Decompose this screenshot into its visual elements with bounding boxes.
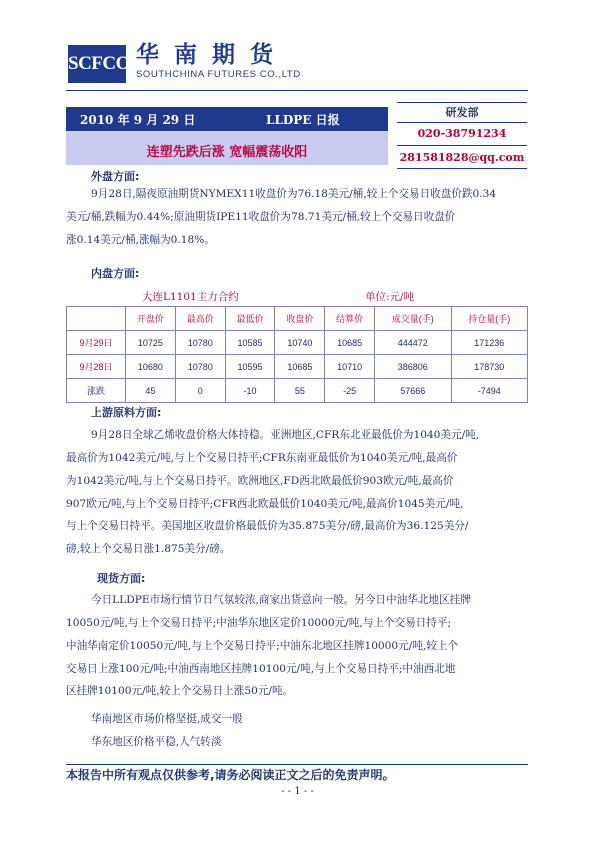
disclaimer: 本报告中所有观点仅供参考,请务必阅读正文之后的免责声明。 bbox=[66, 768, 395, 782]
table-header-cell: 成交量(手) bbox=[375, 307, 451, 331]
table-cell: 444472 bbox=[375, 331, 451, 355]
table-cell: 55 bbox=[275, 379, 325, 403]
futures-quote-table bbox=[66, 306, 528, 403]
spot-paragraph-cont bbox=[66, 612, 526, 703]
section-title-spot: 现货方面: bbox=[97, 572, 146, 585]
section-title-domestic: 内盘方面: bbox=[91, 267, 140, 280]
paragraph-line: 最高价为1042美元/吨,与上个交易日持平;CFR东南亚最低价为1040美元/吨,最高价 bbox=[66, 452, 458, 464]
paragraph-line: 为1042美元/吨,与上个交易日持平。欧洲地区,FD西北欧最低价903欧元/吨,最高价 bbox=[66, 474, 454, 487]
table-cell: 10780 bbox=[175, 331, 225, 355]
table-cell: -10 bbox=[225, 379, 275, 403]
contact-divider bbox=[397, 102, 527, 103]
table-header-cell: 持仓量(手) bbox=[451, 307, 527, 331]
table-caption: 大连L1101主力合约 bbox=[142, 291, 239, 303]
table-header-cell: 最低价 bbox=[225, 307, 275, 331]
table-cell: 10780 bbox=[175, 355, 225, 379]
footer-divider bbox=[66, 764, 528, 765]
table-cell: 0 bbox=[175, 379, 225, 403]
table-cell: 10710 bbox=[325, 355, 375, 379]
table-unit: 单位:元/吨 bbox=[365, 291, 415, 303]
table-cell: 45 bbox=[126, 379, 176, 403]
row-label: 9月29日 bbox=[67, 331, 126, 355]
table-cell: 10740 bbox=[275, 331, 325, 355]
table-cell: 10685 bbox=[275, 355, 325, 379]
contact-divider bbox=[397, 145, 527, 146]
contact-phone: 020-38791234 bbox=[417, 127, 507, 140]
paragraph-line: 交易日上涨100元/吨;中油西南地区挂牌10100元/吨,与上个交易日持平;中油西北地 bbox=[66, 662, 456, 675]
paragraph-line: 10050元/吨,与上个交易日持平;中油华东地区定价10000元/吨,与上个交易日持平; bbox=[66, 617, 452, 629]
row-label: 9月28日 bbox=[67, 355, 126, 379]
table-cell: -7494 bbox=[451, 379, 527, 403]
company-logo: SCFCO bbox=[68, 45, 126, 83]
table-cell: 10680 bbox=[126, 355, 176, 379]
section-title-upstream: 上游原料方面: bbox=[91, 406, 162, 419]
row-label: 涨跌 bbox=[67, 379, 126, 403]
contact-divider bbox=[397, 168, 527, 169]
paragraph-line: 中油华南定价10050元/吨,与上个交易日持平;中油东北地区挂牌10000元/吨,较上个 bbox=[66, 639, 459, 652]
table-cell: 386806 bbox=[375, 355, 451, 379]
overseas-paragraph bbox=[91, 183, 551, 206]
paragraph-line: 涨0.14美元/桶,涨幅为0.18%。 bbox=[66, 233, 215, 246]
paragraph-line: 9月28日全球乙烯收盘价格大体持稳。亚洲地区,CFR东北亚最低价为1040美元/吨, bbox=[91, 429, 480, 441]
table-cell: -25 bbox=[325, 379, 375, 403]
report-type: LLDPE 日报 bbox=[266, 113, 340, 127]
report-headline: 连塑先跌后涨 宽幅震荡收阳 bbox=[146, 145, 308, 160]
spot-notes bbox=[91, 708, 551, 754]
table-header-cell: 开盘价 bbox=[126, 307, 176, 331]
header-divider bbox=[66, 90, 528, 91]
table-header-row bbox=[67, 307, 528, 331]
page-number: - - 1 - - bbox=[281, 786, 314, 797]
paragraph-line: 磅,较上个交易日涨1.875美分/磅。 bbox=[66, 543, 231, 556]
upstream-paragraph-cont bbox=[66, 447, 526, 561]
note-line: 华南地区市场价格坚挺,成交一般 bbox=[91, 713, 243, 725]
department-label: 研发部 bbox=[445, 106, 479, 119]
table-row bbox=[67, 379, 528, 403]
table-cell: 57666 bbox=[375, 379, 451, 403]
paragraph-line: 与上个交易日持平。美国地区收盘价格最低价为35.875美分/磅,最高价为36.125美分/ bbox=[66, 520, 469, 533]
table-cell: 178730 bbox=[451, 355, 527, 379]
table-cell: 10685 bbox=[325, 331, 375, 355]
upstream-paragraph bbox=[91, 424, 551, 447]
table-header-cell: 收盘价 bbox=[275, 307, 325, 331]
table-header-cell: 结算价 bbox=[325, 307, 375, 331]
paragraph-line: 907欧元/吨,与上个交易日持平;CFR西北欧最低价1040美元/吨,最高价1045美元/吨, bbox=[66, 497, 464, 510]
table-header-cell bbox=[67, 307, 126, 331]
company-name-en: SOUTHCHINA FUTURES CO.,LTD bbox=[136, 69, 301, 80]
table-cell: 10725 bbox=[126, 331, 176, 355]
table-header-cell: 最高价 bbox=[175, 307, 225, 331]
contact-email: 281581828@qq.com bbox=[399, 151, 525, 164]
overseas-paragraph-cont bbox=[66, 206, 526, 252]
paragraph-line: 区挂牌10100元/吨,较上个交易日上涨50元/吨。 bbox=[66, 685, 294, 698]
paragraph-line: 今日LLDPE市场行情节日气氛较浓,商家出货意向一般。另今日中油华北地区挂牌 bbox=[91, 594, 471, 606]
report-date: 2010 年 9 月 29 日 bbox=[80, 113, 196, 127]
company-name-cn: 华南期货 bbox=[136, 42, 288, 68]
table-cell: 10595 bbox=[225, 355, 275, 379]
paragraph-line: 美元/桶,跌幅为0.44%;原油期货IPE11收盘价为78.71美元/桶,较上个交易日收盘价 bbox=[66, 211, 456, 223]
paragraph-line: 9月28日,隔夜原油期货NYMEX11收盘价为76.18美元/桶,较上个交易日收盘价跌0.34 bbox=[91, 188, 497, 200]
table-cell: 171236 bbox=[451, 331, 527, 355]
table-row bbox=[67, 355, 528, 379]
section-title-overseas: 外盘方面: bbox=[91, 170, 140, 183]
note-line: 华东地区价格平稳,人气转淡 bbox=[91, 735, 222, 748]
table-cell: 10585 bbox=[225, 331, 275, 355]
contact-divider bbox=[397, 122, 527, 123]
table-row bbox=[67, 331, 528, 355]
spot-paragraph bbox=[91, 589, 551, 612]
